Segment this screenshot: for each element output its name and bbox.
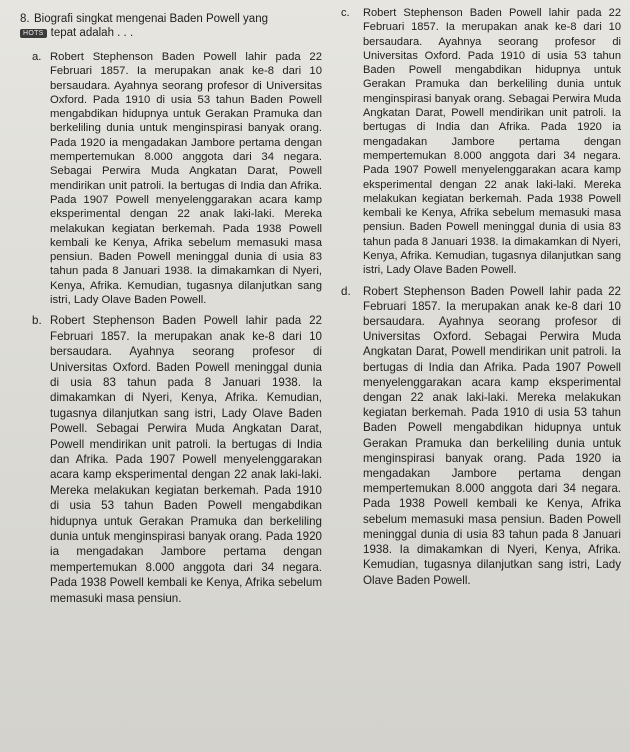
option-letter: d. (341, 284, 351, 298)
hots-badge: HOTS (20, 29, 47, 38)
answer-option-a[interactable] (20, 50, 322, 307)
right-column (341, 6, 621, 588)
option-text: Robert Stephenson Baden Powell lahir pada 22 Februari 1857. Ia merupakan anak ke-8 dari 10 bersaudara. Ayahnya seorang profesor di Universitas Oxford. Baden Powell meninggal dunia di usia 83 tahun pada 8 Januari 1938. Ia dimakamkan di Nyeri, Kenya, Afrika. Kemudian, tugasnya dilanjutkan sang istri, Lady Olave Baden Powell. Sebagai Perwira Muda Angkatan Darat, Powell mendirikan unit patroli. Ia bertugas di India dan Afrika. Pada 1907 Powell menyelenggarakan acara kamp eksperimental dengan 22 anak laki-laki. Mereka melakukan kegiatan berkemah. Pada 1910 di usia 53 tahun Baden Powell mengabdikan hidupnya untuk Gerakan Pramuka dan berkeliling dunia untuk menginspirasi banyak orang. Pada 1920 ia mengadakan Jambore pertama dengan mempertemukan 8.000 anggota dari 34 negara. Pada 1938 Powell kembali ke Kenya, Afrika sebelum memasuki masa pensiun. (50, 314, 322, 605)
option-letter: c. (341, 7, 350, 19)
question-stem-line2: tepat adalah . . . (50, 27, 134, 39)
question-stem (20, 12, 322, 40)
question-stem-line1: Biografi singkat mengenai Baden Powell yang (34, 13, 268, 25)
answer-option-b[interactable] (20, 313, 322, 606)
question-number: 8. (20, 13, 30, 25)
option-text: Robert Stephenson Baden Powell lahir pada 22 Februari 1857. Ia merupakan anak ke-8 dari 10 bersaudara. Ayahnya seorang profesor di Universitas Oxford. Pada 1910 di usia 53 tahun Baden Powell mengabdikan hidupnya untuk Gerakan Pramuka dan berkeliling dunia untuk menginspirasi banyak orang. Pada 1920 ia mengadakan Jambore pertama dengan mempertemukan 8.000 anggota dari 34 negara. Sebagai Perwira Muda Angkatan Darat, Powell mendirikan unit patroli. Ia bertugas di India dan Afrika. Pada 1907 Powell menyelenggarakan acara kamp eksperimental dengan 22 anak laki-laki. Mereka melakukan kegiatan berkemah. Pada 1938 Powell kembali ke Kenya, Afrika sebelum memasuki masa pensiun. Baden Powell meninggal dunia di usia 83 tahun pada 8 Januari 1938. Ia dimakamkan di Nyeri, Kenya, Afrika. Kemudian, tugasnya dilanjutkan sang istri, Lady Olave Baden Powell. (50, 51, 322, 307)
option-letter: b. (32, 314, 42, 328)
option-text: Robert Stephenson Baden Powell lahir pada 22 Februari 1857. Ia merupakan anak ke-8 dari 10 bersaudara. Ayahnya seorang profesor di Universitas Oxford. Sebagai Perwira Muda Angkatan Darat, Powell mendirikan unit patroli. Ia bertugas di India dan Afrika. Pada 1907 Powell menyelenggarakan acara kamp eksperimental dengan 22 anak laki-laki. Mereka melakukan kegiatan berkemah. Pada 1910 di usia 53 tahun Baden Powell mengabdikan hidupnya untuk Gerakan Pramuka dan berkeliling dunia untuk menginspirasi banyak orang. Pada 1920 ia mengadakan Jambore pertama dengan mempertemukan 8.000 anggota dari 34 negara. Pada 1938 Powell kembali ke Kenya, Afrika sebelum memasuki masa pensiun. Baden Powell meninggal dunia di usia 83 tahun pada 8 Januari 1938. Ia dimakamkan di Nyeri, Kenya, Afrika. Kemudian, tugasnya dilanjutkan sang istri, Lady Olave Baden Powell. (363, 284, 621, 587)
option-letter: a. (32, 51, 42, 63)
answer-option-d[interactable] (341, 284, 621, 588)
left-column (20, 12, 322, 606)
answer-option-c[interactable] (341, 6, 621, 278)
option-text: Robert Stephenson Baden Powell lahir pada 22 Februari 1857. Ia merupakan anak ke-8 dari 10 bersaudara. Ayahnya seorang profesor di Universitas Oxford. Pada 1910 di usia 53 tahun Baden Powell mengabdikan hidupnya untuk Gerakan Pramuka dan berkeliling dunia untuk menginspirasi banyak orang. Sebagai Perwira Muda Angkatan Darat, Powell mendirikan unit patroli. Ia bertugas di India dan Afrika. Pada 1920 ia mengadakan Jambore pertama dengan mempertemukan 8.000 anggota dari 34 negara. Pada 1907 Powell menyelenggarakan acara kamp eksperimental dengan 22 anak laki-laki. Mereka melakukan kegiatan berkemah. Pada 1938 Powell kembali ke Kenya, Afrika sebelum memasuki masa pensiun. Baden Powell meninggal dunia di usia 83 tahun pada 8 Januari 1938. Ia dimakamkan di Nyeri, Kenya, Afrika. Kemudian, tugasnya dilanjutkan sang istri, Lady Olave Baden Powell. (363, 7, 621, 277)
